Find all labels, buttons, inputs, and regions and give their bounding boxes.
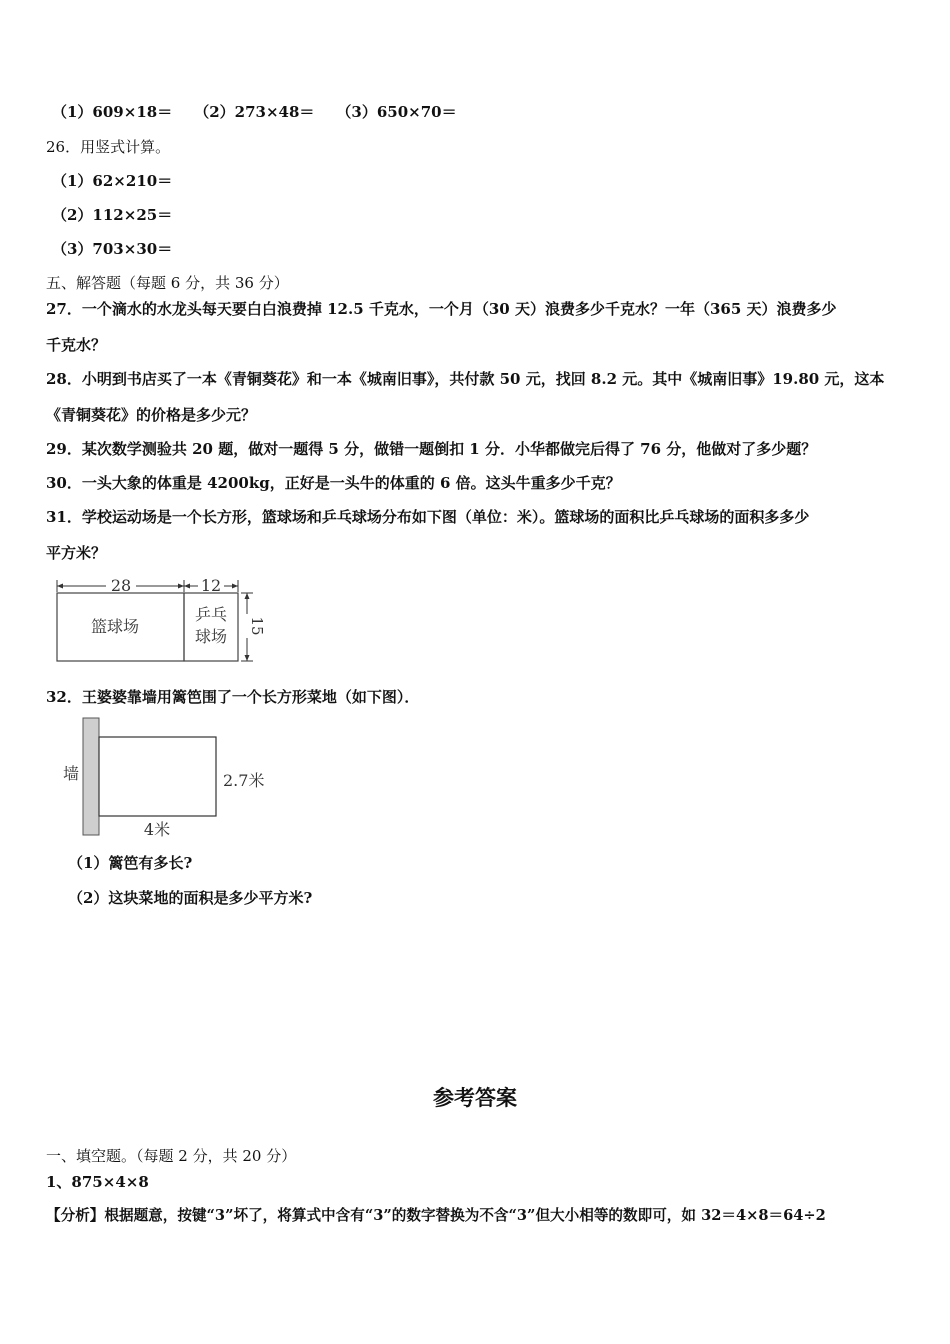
- vegetable-plot: [99, 737, 216, 816]
- q31-line2: 平方米？: [46, 544, 107, 562]
- bottom-length-label: 4米: [143, 820, 171, 839]
- q26-part2: （2）112×25＝: [52, 206, 173, 224]
- answer-1: 1、875×4×8: [46, 1173, 149, 1191]
- sports-field-diagram: [50, 574, 270, 666]
- height-label-15: 15: [248, 616, 266, 636]
- q32-stem: 32．王婆婆靠墙用篱笆围了一个长方形菜地（如下图）．: [46, 688, 420, 706]
- width-label-28: 28: [110, 576, 132, 595]
- pingpong-label-line2: 球场: [194, 627, 228, 646]
- q31-line1: 31．学校运动场是一个长方形，篮球场和乒乓球场分布如下图（单位：米）。篮球场的面积比乒乓球场的面积多多少: [46, 508, 810, 526]
- section-5-heading: 五、解答题（每题 6 分，共 36 分）: [46, 274, 289, 292]
- q27-line1: 27．一个滴水的水龙头每天要白白浪费掉 12.5 千克水，一个月（30 天）浪费多少千克水？一年（365 天）浪费多少: [46, 300, 837, 318]
- width-label-12: 12: [200, 576, 222, 595]
- answers-section-1: 一、填空题。（每题 2 分，共 20 分）: [46, 1147, 297, 1165]
- q30: 30．一头大象的体重是 4200kg，正好是一头牛的体重的 6 倍。这头牛重多少千克？: [46, 474, 621, 492]
- q27-line2: 千克水？: [46, 336, 107, 354]
- q25-part2: （2）273×48＝: [194, 103, 315, 121]
- side-length-label: 2.7米: [223, 771, 265, 790]
- q25-part3: （3）650×70＝: [336, 103, 457, 121]
- q26-part1: （1）62×210＝: [52, 172, 173, 190]
- q26-stem: 26．用竖式计算。: [46, 138, 171, 156]
- q25-parts: [52, 102, 457, 122]
- wall: [83, 718, 99, 835]
- q25-part1: （1）609×18＝: [52, 103, 173, 121]
- vegetable-plot-diagram: [58, 716, 288, 842]
- answers-title: 参考答案: [433, 1086, 517, 1110]
- pingpong-label-line1: 乒乓: [194, 605, 228, 624]
- q28-line1: 28．小明到书店买了一本《青铜葵花》和一本《城南旧事》，共付款 50 元，找回 8.2 元。其中《城南旧事》19.80 元，这本: [46, 370, 885, 388]
- wall-label: 墙: [62, 764, 80, 783]
- q26-part3: （3）703×30＝: [52, 240, 173, 258]
- q28-line2: 《青铜葵花》的价格是多少元？: [46, 406, 257, 424]
- basketball-court-label: 篮球场: [90, 617, 140, 636]
- q32-part1: （1）篱笆有多长?: [68, 854, 193, 872]
- q32-part2: （2）这块菜地的面积是多少平方米?: [68, 889, 313, 907]
- q29: 29．某次数学测验共 20 题，做对一题得 5 分，做错一题倒扣 1 分．小华都做完后得了 76 分，他做对了多少题？: [46, 440, 817, 458]
- answer-1-analysis: 【分析】根据题意，按键“3”坏了，将算式中含有“3”的数字替换为不含“3”但大小相等的数即可，如 32＝4×8＝64÷2: [46, 1207, 826, 1224]
